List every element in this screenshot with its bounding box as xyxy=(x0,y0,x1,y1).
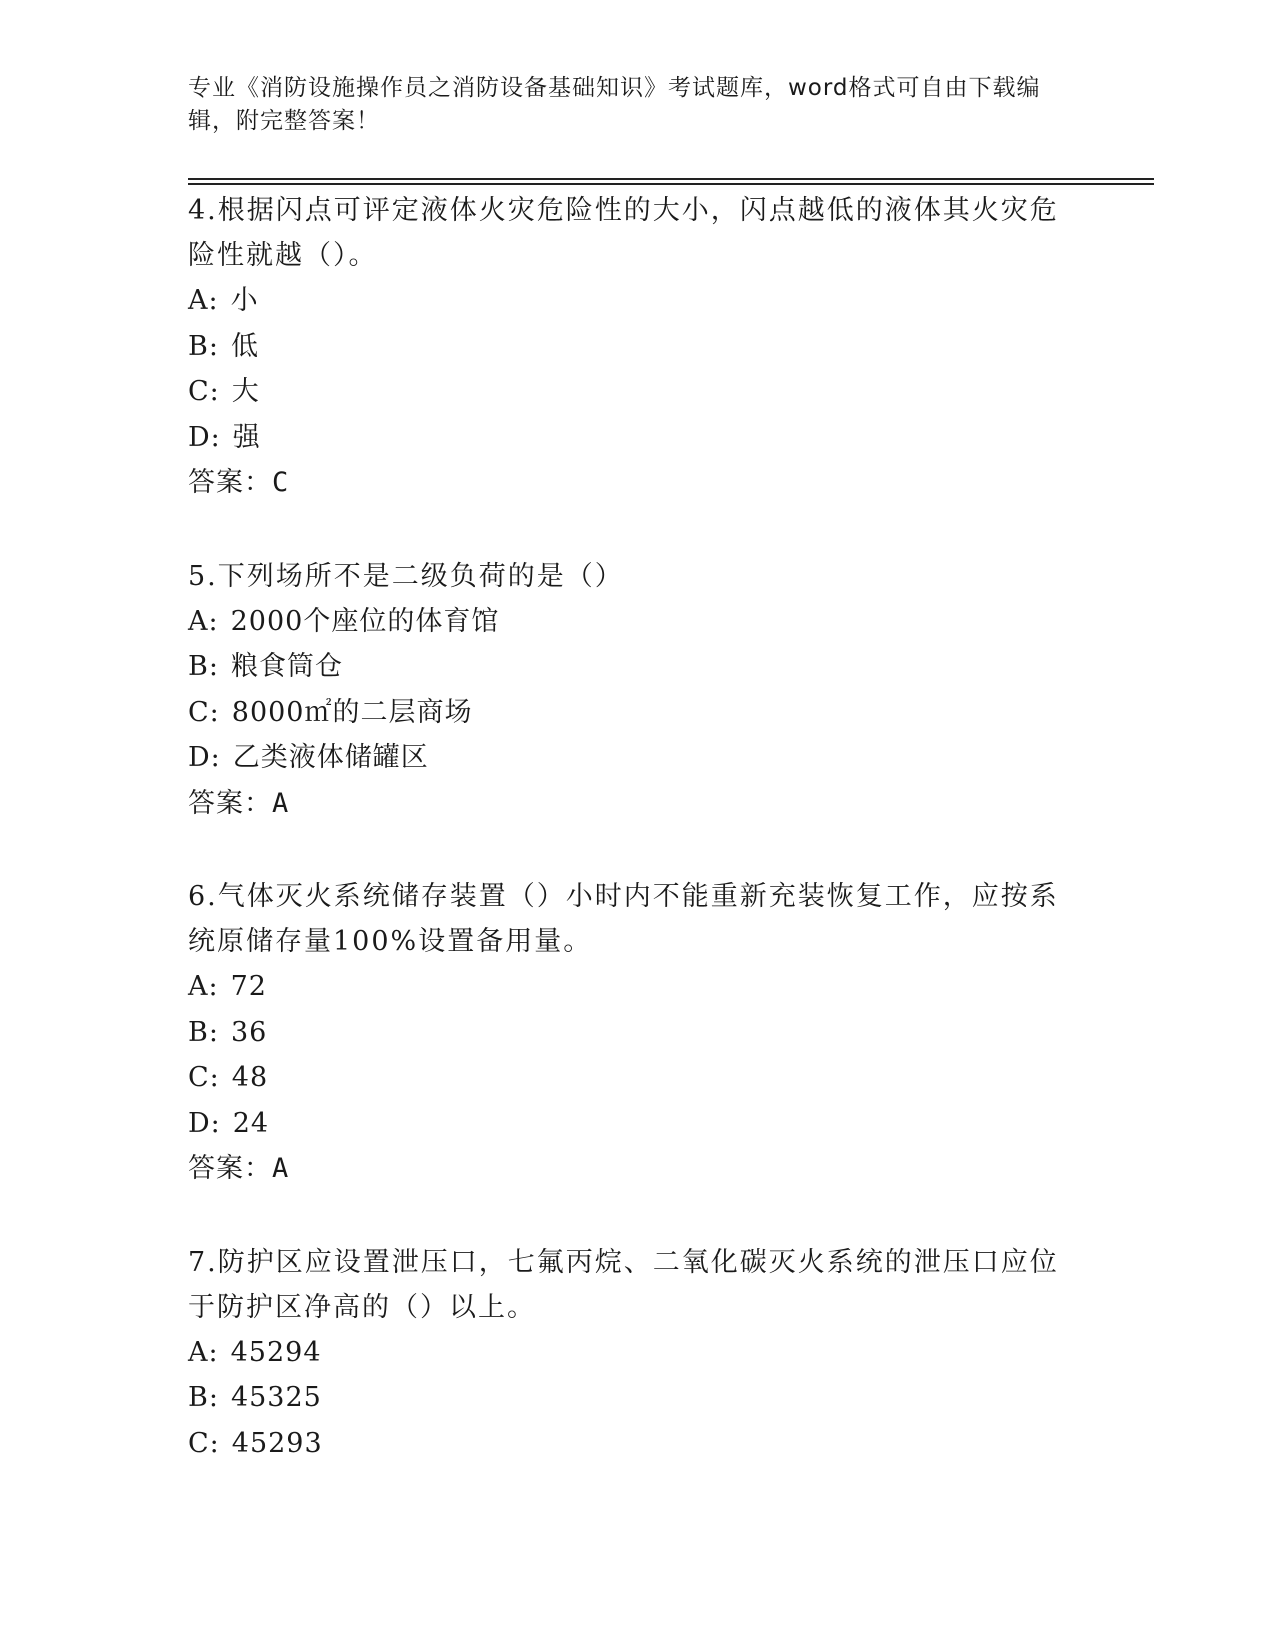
option-letter: C: xyxy=(188,1427,220,1459)
answer-value: A xyxy=(272,1153,290,1184)
header-divider-top xyxy=(188,178,1154,180)
option-d xyxy=(188,735,1068,781)
option-c xyxy=(188,369,1068,415)
option-letter: D: xyxy=(188,421,221,453)
question-stem-line: 统原储存量100%设置备用量。 xyxy=(188,926,593,957)
answer-label: 答案： xyxy=(188,467,272,498)
option-text: 2000个座位的体育馆 xyxy=(230,605,500,637)
question-6 xyxy=(188,874,1068,1192)
option-letter: A: xyxy=(188,1336,219,1368)
option-letter: D: xyxy=(188,742,221,773)
option-b xyxy=(188,644,1068,690)
question-list xyxy=(188,188,1068,1514)
option-text: 48 xyxy=(231,1062,269,1093)
question-stem xyxy=(188,1240,1068,1330)
answer-label: 答案： xyxy=(188,1153,272,1184)
question-stem-line: 5.下列场所不是二级负荷的是（） xyxy=(188,560,624,592)
option-text: 大 xyxy=(231,376,260,407)
option-letter: C: xyxy=(188,696,220,728)
option-letter: A: xyxy=(188,605,219,637)
option-a xyxy=(188,278,1068,324)
option-text: 强 xyxy=(232,421,261,453)
question-stem-line: 7.防护区应设置泄压口，七氟丙烷、二氧化碳灭火系统的泄压口应位 xyxy=(188,1246,1059,1278)
option-d xyxy=(188,1101,1068,1147)
option-text: 小 xyxy=(230,285,259,316)
header-line-1: 专业《消防设施操作员之消防设备基础知识》考试题库，word格式可自由下载编 xyxy=(188,75,1041,101)
option-a xyxy=(188,599,1068,645)
option-text: 24 xyxy=(232,1107,270,1139)
option-text: 45325 xyxy=(230,1382,322,1413)
option-c xyxy=(188,1421,1068,1467)
option-letter: D: xyxy=(188,1107,221,1139)
answer-line xyxy=(188,781,1068,827)
option-letter: B: xyxy=(188,330,219,362)
option-text: 36 xyxy=(230,1016,268,1048)
option-text: 45293 xyxy=(231,1427,323,1459)
option-letter: C: xyxy=(188,376,220,407)
answer-line xyxy=(188,460,1068,506)
option-text: 8000㎡的二层商场 xyxy=(231,696,473,728)
question-stem-line: 于防护区净高的（）以上。 xyxy=(188,1291,536,1323)
question-stem-line: 4.根据闪点可评定液体火灾危险性的大小，闪点越低的液体其火灾危 xyxy=(188,195,1059,226)
header-divider-bottom xyxy=(188,183,1154,185)
document-header xyxy=(188,72,1068,138)
option-text: 45294 xyxy=(230,1336,322,1368)
option-text: 72 xyxy=(230,971,267,1002)
answer-label: 答案： xyxy=(188,787,272,819)
option-a xyxy=(188,964,1068,1010)
answer-value: A xyxy=(272,787,290,819)
answer-value: C xyxy=(272,467,290,498)
option-c xyxy=(188,690,1068,736)
question-stem-line: 险性就越（）。 xyxy=(188,240,378,271)
option-letter: B: xyxy=(188,1382,219,1413)
question-5 xyxy=(188,554,1068,827)
option-c xyxy=(188,1055,1068,1101)
option-b xyxy=(188,1010,1068,1056)
option-b xyxy=(188,1375,1068,1421)
answer-line xyxy=(188,1146,1068,1192)
option-letter: A: xyxy=(188,971,219,1002)
option-letter: B: xyxy=(188,651,219,682)
header-line-2: 辑，附完整答案！ xyxy=(188,108,380,134)
option-text: 粮食筒仓 xyxy=(230,651,343,682)
option-d xyxy=(188,415,1068,461)
option-text: 乙类液体储罐区 xyxy=(232,742,429,773)
option-letter: B: xyxy=(188,1016,219,1048)
question-7 xyxy=(188,1240,1068,1467)
option-text: 低 xyxy=(230,330,259,362)
option-letter: C: xyxy=(188,1062,220,1093)
option-letter: A: xyxy=(188,285,219,316)
option-b xyxy=(188,324,1068,370)
option-a xyxy=(188,1330,1068,1376)
question-4 xyxy=(188,188,1068,506)
question-stem xyxy=(188,554,1068,599)
question-stem-line: 6.气体灭火系统储存装置（）小时内不能重新充装恢复工作，应按系 xyxy=(188,881,1059,912)
question-stem xyxy=(188,874,1068,964)
question-stem xyxy=(188,188,1068,278)
